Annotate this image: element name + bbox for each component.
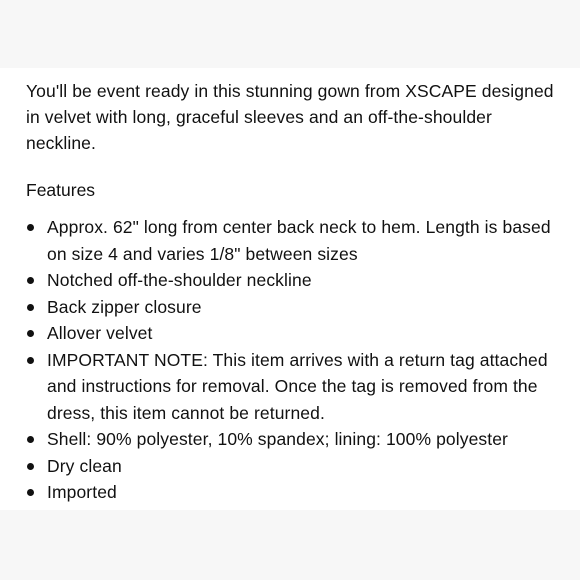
feature-text: Dry clean — [47, 455, 122, 476]
feature-item-care — [0, 453, 560, 480]
feature-item-origin — [0, 479, 560, 506]
bullet-icon — [27, 224, 34, 231]
feature-item-important-note — [0, 347, 560, 427]
feature-text: Imported — [47, 482, 117, 502]
bullet-icon — [27, 436, 34, 443]
bullet-icon — [27, 489, 34, 496]
top-background-band — [0, 0, 580, 68]
feature-item-fabric-content — [0, 426, 560, 453]
bullet-icon — [27, 330, 34, 337]
feature-item-material — [0, 320, 560, 347]
product-intro-text: You'll be event ready in this stunning gown from XSCAPE designed in velvet with long, graceful sleeves and an off-the-shoulder neckline. — [26, 81, 554, 153]
feature-item-closure — [0, 294, 560, 321]
feature-text: Allover velvet — [47, 323, 153, 343]
features-list — [0, 214, 560, 506]
feature-text: Shell: 90% polyester, 10% spandex; lining: 100% polyester — [47, 429, 508, 449]
bullet-icon — [27, 463, 34, 470]
bullet-icon — [27, 357, 34, 364]
feature-text: Back zipper closure — [47, 296, 202, 317]
feature-text: IMPORTANT NOTE: This item arrives with a return tag attached and instructions for removal. Once the tag is removed from the dress, this item cannot be returned. — [47, 349, 548, 423]
feature-item-neckline — [0, 267, 560, 294]
bottom-background-band — [0, 510, 580, 580]
bullet-icon — [27, 277, 34, 284]
bullet-icon — [27, 304, 34, 311]
features-heading: Features — [26, 180, 96, 200]
feature-item-length — [0, 214, 560, 267]
feature-text: Approx. 62" long from center back neck to hem. Length is based on size 4 and varies 1/8" between sizes — [47, 217, 551, 264]
feature-text: Notched off-the-shoulder neckline — [47, 270, 312, 290]
